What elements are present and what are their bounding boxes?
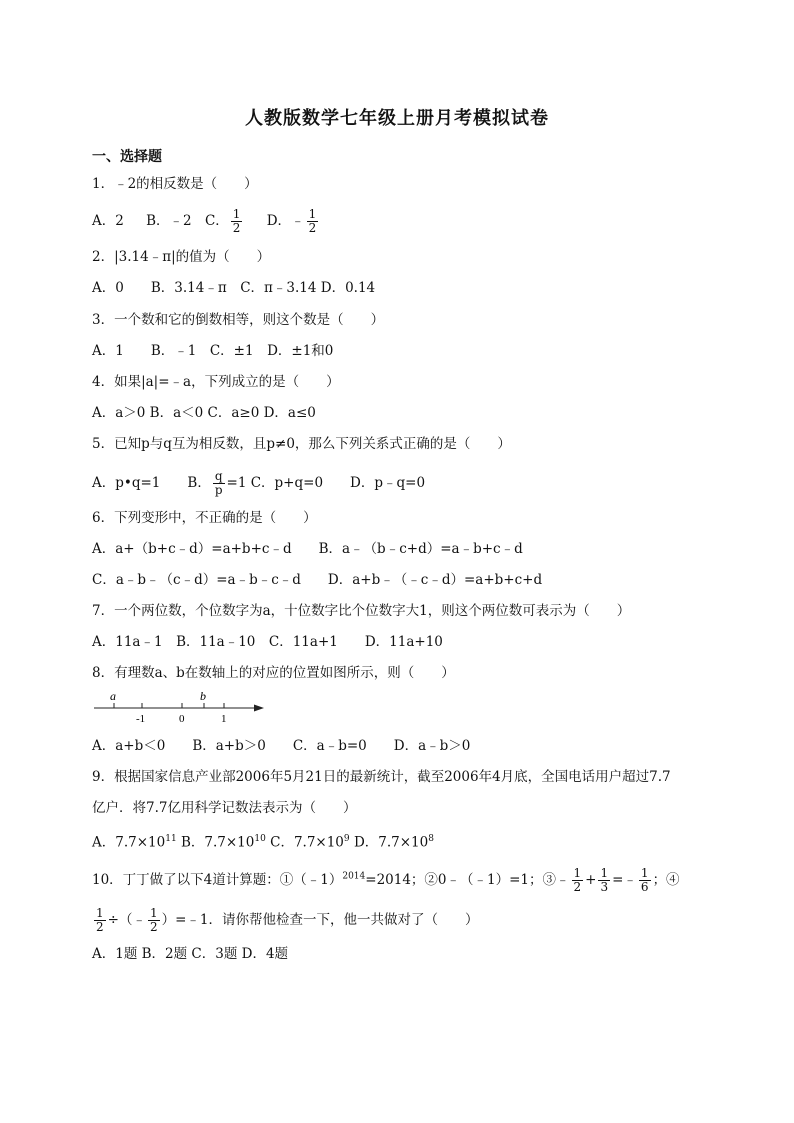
- fraction: $\frac{1}{3}$: [600, 866, 609, 894]
- fraction: $\frac{q}{p}$: [214, 469, 223, 497]
- q1-option-a: A．2: [92, 213, 124, 229]
- question-2-stem: 2．|3.14﹣π|的值为（ ）: [92, 249, 271, 265]
- label-0: 0: [179, 713, 185, 725]
- question-9-stem-line2: 亿户．将7.7亿用科学记数法表示为（ ）: [92, 800, 357, 816]
- question-7-stem: 7．一个两位数，个位数字为a，十位数字比个位数字大1，则这个两位数可表示为（ ）: [92, 603, 631, 619]
- fraction: $\frac{1}{2}$: [149, 906, 158, 934]
- question-6-stem: 6．下列变形中，不正确的是（ ）: [92, 510, 317, 526]
- number-line-figure: [92, 688, 267, 728]
- fraction: $\frac{1}{2}$: [573, 866, 582, 894]
- q1-option-c: C．: [204, 213, 229, 229]
- fraction: $\frac{1}{2}$: [232, 207, 241, 235]
- question-3-options: A．1 B．﹣1 C．±1 D．±1和0: [92, 343, 334, 359]
- question-10-stem-line2: $\frac{1}{2}$ ÷（﹣ $\frac{1}{2}$ ）=﹣1．请你帮他检查一下，他一共做对了（ ）: [96, 906, 479, 934]
- label-b: b: [200, 689, 206, 703]
- question-4-stem: 4．如果|a|=﹣a，下列成立的是（ ）: [92, 374, 340, 390]
- question-1-options: [92, 208, 320, 235]
- question-8-stem: 8．有理数a、b在数轴上的对应的位置如图所示，则（ ）: [92, 665, 455, 681]
- question-9-options: A．$7.7\times 10^{11}$ B．$7.7\times 10^{10}$ C．$7.7\times 10^9$ D．$7.7\times 10^8$: [92, 834, 434, 851]
- question-10-stem-line1: 10．丁丁做了以下4道计算题：①（﹣1）$^{2014}$=2014；②0﹣（﹣1）=1；③﹣ $\frac{1}{2}$ + $\frac{1}{3}$ =﹣ $\frac{1}{6}$ ；④: [92, 866, 680, 894]
- question-5-stem: 5．已知p与q互为相反数，且p≠0，那么下列关系式正确的是（ ）: [92, 436, 511, 452]
- q1-option-b: B．﹣2: [146, 213, 192, 229]
- question-10-options: A．1题 B．2题 C．3题 D．4题: [92, 946, 289, 962]
- axis-arrow: [254, 705, 264, 712]
- question-5-options: A．p•q=1 B． $\frac{q}{p}$ =1 C．p+q=0 D．p﹣q=0: [92, 469, 426, 497]
- question-9-stem-line1: 9．根据国家信息产业部2006年5月21日的最新统计，截至2006年4月底，全国电话用户超过7.7: [92, 769, 671, 785]
- question-2-options: A．0 B．3.14﹣π C．π﹣3.14 D．0.14: [92, 280, 376, 296]
- question-6-options-row2: C．a﹣b﹣（c﹣d）=a﹣b﹣c﹣d D．a+b﹣（﹣c﹣d）=a+b+c+d: [92, 572, 543, 588]
- question-4-options: A．a＞0 B．a＜0 C．a≥0 D．a≤0: [92, 405, 316, 421]
- label-1: 1: [221, 713, 227, 725]
- page-title: 人教版数学七年级上册月考模拟试卷: [245, 108, 549, 129]
- fraction: $\frac{1}{2}$: [96, 906, 104, 934]
- label-neg1: -1: [136, 713, 146, 725]
- question-6-options-row1: A．a+（b+c﹣d）=a+b+c﹣d B．a﹣（b﹣c+d）=a﹣b+c﹣d: [92, 541, 523, 557]
- question-8-options: A．a+b＜0 B．a+b＞0 C．a﹣b=0 D．a﹣b＞0: [92, 738, 471, 754]
- question-7-options: A．11a﹣1 B．11a﹣10 C．11a+1 D．11a+10: [92, 634, 443, 650]
- fraction: $\frac{1}{2}$: [308, 207, 317, 235]
- section-heading: 一、选择题: [92, 149, 162, 165]
- question-3-stem: 3．一个数和它的倒数相等，则这个数是（ ）: [92, 312, 385, 328]
- label-a: a: [110, 689, 116, 703]
- fraction: $\frac{1}{6}$: [640, 866, 649, 894]
- q1-option-d: D．﹣: [266, 213, 305, 229]
- question-1-stem: 1．﹣2的相反数是（ ）: [92, 176, 258, 192]
